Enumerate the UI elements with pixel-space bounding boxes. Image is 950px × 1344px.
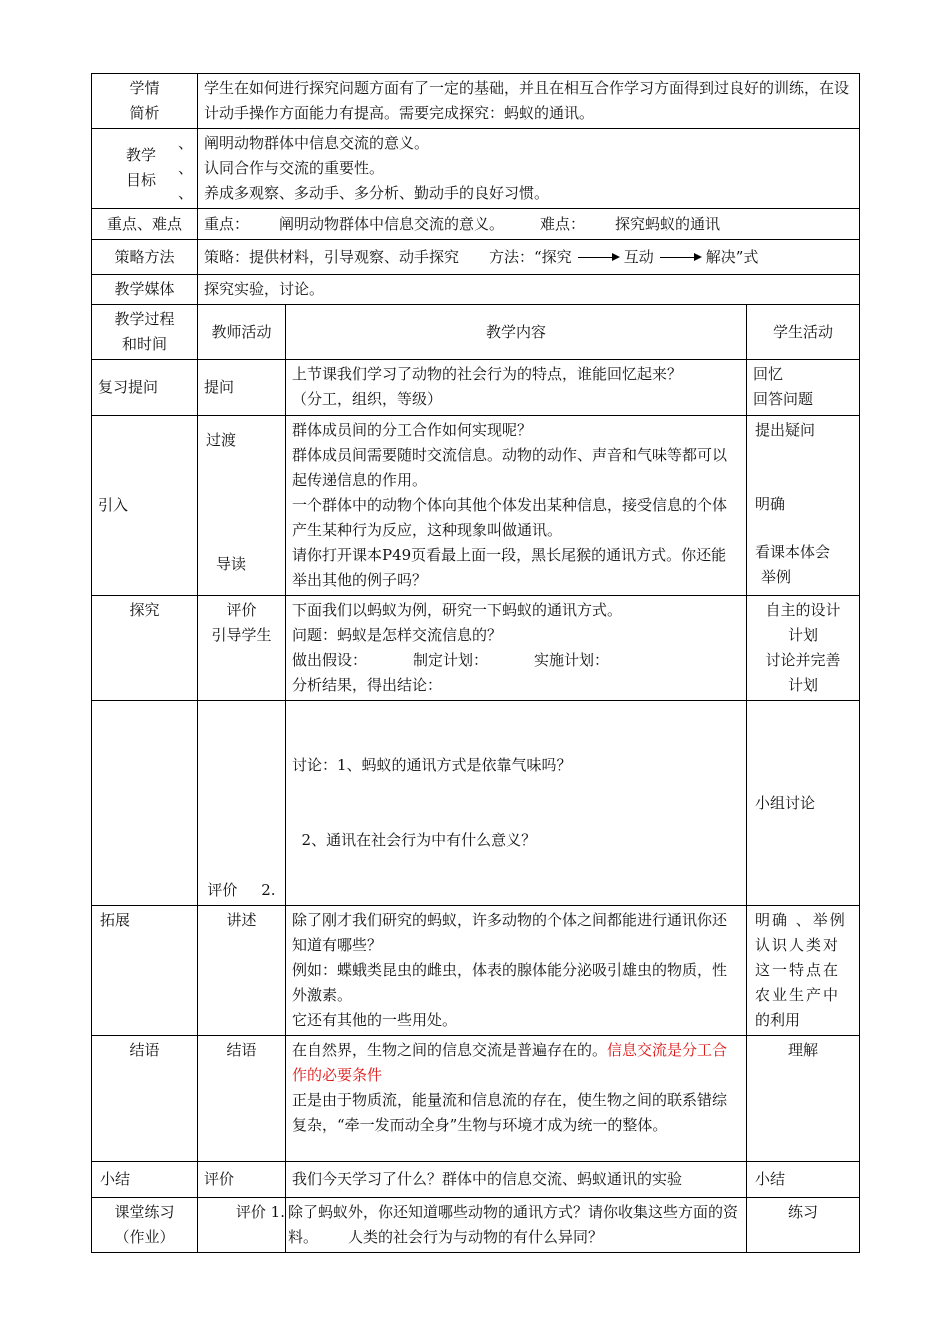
row-keypoints bbox=[92, 209, 860, 240]
label-media: 教学媒体 bbox=[92, 275, 198, 305]
stage-review: 复习提问 bbox=[92, 360, 198, 416]
row-review bbox=[92, 360, 860, 416]
label-strategy: 策略方法 bbox=[92, 240, 198, 275]
row-strategy bbox=[92, 240, 860, 275]
teacher-discuss: 评价 2. bbox=[198, 701, 286, 906]
row-homework bbox=[92, 1198, 860, 1253]
student-intro: 提出疑问 明确 看课本体会 举例 bbox=[747, 416, 860, 596]
stage-intro: 引入 bbox=[92, 416, 198, 596]
content-homework: 除了蚂蚁外，你还知道哪些动物的通讯方式？请你收集这些方面的资料。 人类的社会行为与动物的有什么异同？ bbox=[286, 1198, 747, 1253]
student-conclusion: 理解 bbox=[747, 1036, 860, 1162]
goal-item: 认同合作与交流的重要性。 bbox=[204, 159, 385, 177]
header-content: 教学内容 bbox=[286, 305, 747, 360]
text-xueqing: 学生在如何进行探究问题方面有了一定的基础，并且在相互合作学习方面得到过良好的训练，在设计动手操作方面能力有提高。需要完成探究：蚂蚁的通讯。 bbox=[198, 74, 860, 129]
header-teacher: 教师活动 bbox=[198, 305, 286, 360]
teacher-homework: 评价 1. bbox=[198, 1198, 286, 1253]
student-review: 回忆 回答问题 bbox=[747, 360, 860, 416]
header-student: 学生活动 bbox=[747, 305, 860, 360]
content-conclusion: 在自然界，生物之间的信息交流是普遍存在的。信息交流是分工合作的必要条件 正是由于物质流，能量流和信息流的存在，使生物之间的联系错综复杂，“牵一发而动全身”生物与环境才成为统一的整体。 bbox=[286, 1036, 747, 1162]
teacher-explore: 评价 引导学生 bbox=[198, 596, 286, 701]
row-header bbox=[92, 305, 860, 360]
row-intro bbox=[92, 416, 860, 596]
highlight-red-text: 信息交流是分工合作的必要条件 bbox=[292, 1041, 728, 1084]
label-keypoints: 重点、难点 bbox=[92, 209, 198, 240]
row-extend bbox=[92, 906, 860, 1036]
teacher-review: 提问 bbox=[198, 360, 286, 416]
stage-conclusion: 结语 bbox=[92, 1036, 198, 1162]
row-conclusion bbox=[92, 1036, 860, 1162]
student-discuss: 小组讨论 bbox=[747, 701, 860, 906]
teacher-intro: 过渡 导读 bbox=[198, 416, 286, 596]
goal-item: 阐明动物群体中信息交流的意义。 bbox=[204, 134, 430, 152]
arrow-right-icon bbox=[578, 257, 618, 258]
row-media bbox=[92, 275, 860, 305]
row-explore bbox=[92, 596, 860, 701]
goals-list bbox=[198, 129, 860, 209]
label-xueqing: 学情 简析 bbox=[92, 74, 198, 129]
row-summary bbox=[92, 1162, 860, 1198]
content-discuss: 讨论：1、蚂蚁的通讯方式是依靠气味吗？ 2、通讯在社会行为中有什么意义？ bbox=[286, 701, 747, 906]
teacher-extend: 讲述 bbox=[198, 906, 286, 1036]
content-explore: 下面我们以蚂蚁为例，研究一下蚂蚁的通讯方式。 问题：蚂蚁是怎样交流信息的？ 做出假设： 制定计划： 实施计划： 分析结果，得出结论： bbox=[286, 596, 747, 701]
label-goals: 教学 目标 、 、 、 bbox=[92, 129, 198, 209]
content-intro: 群体成员间的分工合作如何实现呢？ 群体成员间需要随时交流信息。动物的动作、声音和气味等都可以起传递信息的作用。 一个群体中的动物个体向其他个体发出某种信息，接受信息的个体产生某种行为反应，这种现象叫做通讯。 请你打开课本P49页看最上面一段，黑长尾猴的通讯方式。你还能举出其他的例子吗？ bbox=[286, 416, 747, 596]
row-discuss bbox=[92, 701, 860, 906]
arrow-right-icon bbox=[660, 257, 700, 258]
student-homework: 练习 bbox=[747, 1198, 860, 1253]
text-media: 探究实验，讨论。 bbox=[198, 275, 860, 305]
teacher-conclusion: 结语 bbox=[198, 1036, 286, 1162]
text-strategy: 策略：提供材料，引导观察、动手探究 方法：“探究 互动 解决”式 bbox=[198, 240, 860, 275]
content-review: 上节课我们学习了动物的社会行为的特点，谁能回忆起来？ （分工，组织，等级） bbox=[286, 360, 747, 416]
row-xueqing bbox=[92, 74, 860, 129]
stage-explore: 探究 bbox=[92, 596, 198, 701]
student-extend: 明确 、举例 认识人类对 这一特点在 农业生产中 的利用 bbox=[747, 906, 860, 1036]
student-explore: 自主的设计 计划 讨论并完善 计划 bbox=[747, 596, 860, 701]
row-goals bbox=[92, 129, 860, 209]
header-stage: 教学过程 和时间 bbox=[92, 305, 198, 360]
content-extend: 除了刚才我们研究的蚂蚁，许多动物的个体之间都能进行通讯你还知道有哪些？ 例如：蝶蛾类昆虫的雌虫，体表的腺体能分泌吸引雄虫的物质，性外激素。 它还有其他的一些用处。 bbox=[286, 906, 747, 1036]
stage-discuss-empty bbox=[92, 701, 198, 906]
stage-homework: 课堂练习 （作业） bbox=[92, 1198, 198, 1253]
goal-item: 养成多观察、多动手、多分析、勤动手的良好习惯。 bbox=[204, 184, 550, 202]
content-summary: 我们今天学习了什么？群体中的信息交流、蚂蚁通讯的实验 bbox=[286, 1162, 747, 1198]
text-keypoints: 重点： 阐明动物群体中信息交流的意义。 难点： 探究蚂蚁的通讯 bbox=[198, 209, 860, 240]
lesson-plan-table bbox=[91, 73, 860, 1253]
stage-extend: 拓展 bbox=[92, 906, 198, 1036]
student-summary: 小结 bbox=[747, 1162, 860, 1198]
teacher-summary: 评价 bbox=[198, 1162, 286, 1198]
stage-summary: 小结 bbox=[92, 1162, 198, 1198]
